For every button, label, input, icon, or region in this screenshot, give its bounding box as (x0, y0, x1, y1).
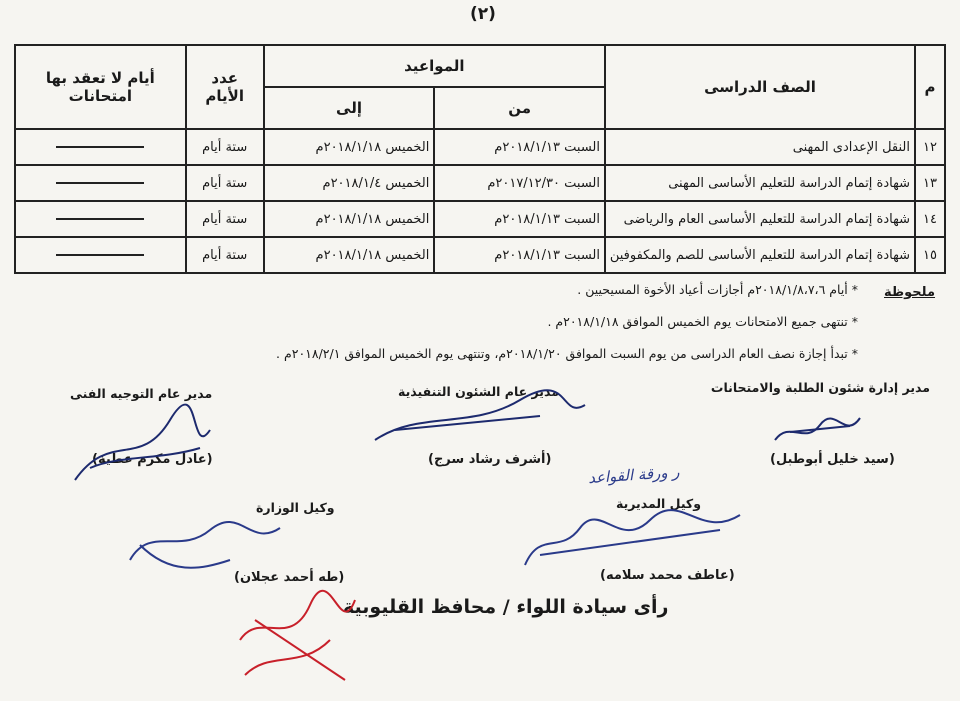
cell-serial: ١٥ (915, 237, 945, 273)
signatory-name: (عاطف محمد سلامه) (600, 568, 735, 583)
header-serial: م (915, 45, 945, 129)
table-row (15, 201, 945, 237)
signature-title: مدير عام الشئون التنفيذية (398, 384, 559, 399)
cell-from: السبت ٢٠١٨/١/١٣م (434, 201, 605, 237)
cell-grade: شهادة إتمام الدراسة للتعليم الأساسى العام والرياضى (605, 201, 915, 237)
header-grade: الصف الدراسى (605, 45, 915, 129)
cell-no-exam (15, 237, 186, 273)
page-number: (٢) (470, 4, 496, 24)
cell-days: ستة أيام (186, 237, 264, 273)
dash-line (56, 146, 144, 148)
header-from: من (434, 87, 605, 129)
cell-from: السبت ٢٠١٨/١/١٣م (434, 237, 605, 273)
signatory-name: (طه أحمد عجلان) (234, 570, 345, 585)
exam-schedule-table (14, 44, 946, 274)
cell-serial: ١٤ (915, 201, 945, 237)
signature-title: وكيل الوزارة (256, 500, 335, 515)
signature-atef (525, 510, 740, 565)
signature-title: مدير عام التوجيه الفنى (70, 386, 213, 401)
table-row (15, 165, 945, 201)
cell-days: ستة أيام (186, 165, 264, 201)
handwritten-note: ر ورقة القواعد (587, 462, 681, 488)
governor-approval-line: رأى سيادة اللواء / محافظ القليوبية (343, 596, 669, 618)
cell-no-exam (15, 165, 186, 201)
cell-no-exam (15, 201, 186, 237)
header-days: عدد الأيام (186, 45, 264, 129)
table-row (15, 129, 945, 165)
note-item: * تنتهى جميع الامتحانات يوم الخميس الموافق ٢٠١٨/١/١٨م . (547, 314, 858, 329)
header-dates: المواعيد (264, 45, 605, 87)
cell-grade: النقل الإعدادى المهنى (605, 129, 915, 165)
cell-to: الخميس ٢٠١٨/١/١٨م (264, 201, 435, 237)
signature-governor (240, 591, 355, 680)
signatory-name: (أشرف رشاد سرج) (428, 452, 552, 467)
signature-title: مدير إدارة شئون الطلبة والامتحانات (710, 380, 930, 395)
note-item: * تبدأ إجازة نصف العام الدراسى من يوم السبت الموافق ٢٠١٨/١/٢٠م، وتنتهى يوم الخميس الموافق ٢٠١٨/٢/١م . (276, 346, 858, 361)
signature-taha (130, 522, 280, 568)
signature-sayed (775, 418, 860, 440)
cell-days: ستة أيام (186, 201, 264, 237)
cell-from: السبت ٢٠١٧/١٢/٣٠م (434, 165, 605, 201)
cell-serial: ١٢ (915, 129, 945, 165)
note-item: * أيام ٢٠١٨/١/٨،٧،٦م أجازات أعياد الأخوة المسيحيين . (577, 282, 858, 297)
notes-title: ملحوظة (884, 285, 936, 300)
cell-days: ستة أيام (186, 129, 264, 165)
signature-title: وكيل المديرية (616, 496, 701, 511)
dash-line (56, 218, 144, 220)
cell-to: الخميس ٢٠١٨/١/١٨م (264, 237, 435, 273)
header-to: إلى (264, 87, 435, 129)
header-no-exam-days: أيام لا تعقد بها امتحانات (15, 45, 186, 129)
cell-to: الخميس ٢٠١٨/١/١٨م (264, 129, 435, 165)
dash-line (56, 254, 144, 256)
cell-grade: شهادة إتمام الدراسة للتعليم الأساسى للصم والمكفوفين (605, 237, 915, 273)
cell-from: السبت ٢٠١٨/١/١٣م (434, 129, 605, 165)
cell-serial: ١٣ (915, 165, 945, 201)
signatory-name: (سيد خليل أبوطبل) (770, 452, 895, 467)
cell-to: الخميس ٢٠١٨/١/٤م (264, 165, 435, 201)
table-row (15, 237, 945, 273)
cell-no-exam (15, 129, 186, 165)
signatory-name: (عادل مكرم عطية) (92, 452, 213, 467)
cell-grade: شهادة إتمام الدراسة للتعليم الأساسى المهنى (605, 165, 915, 201)
signature-adel (75, 405, 210, 480)
dash-line (56, 182, 144, 184)
